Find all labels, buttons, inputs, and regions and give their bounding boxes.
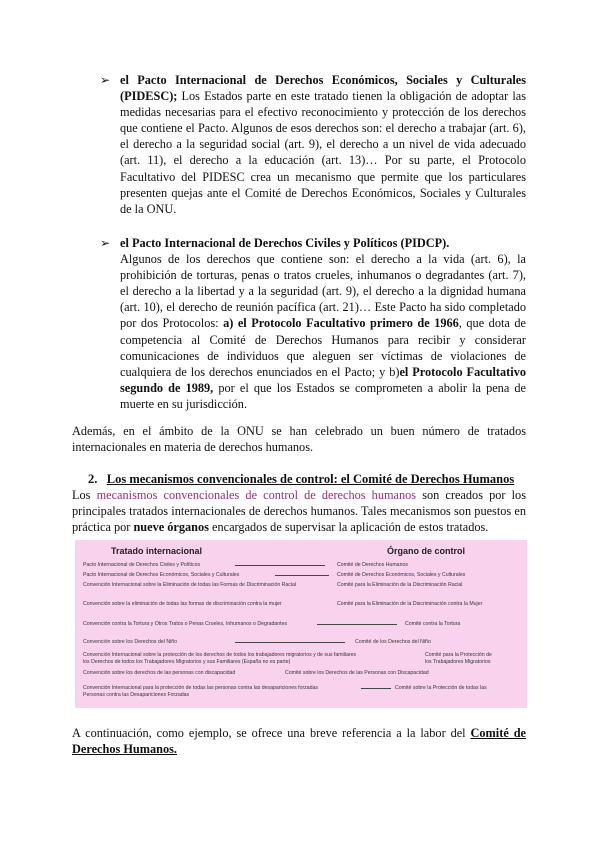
mec-mid: son creados por los principales tratados internacionales de derechos humanos. Tales mecanismos son puestos en práctica por	[72, 488, 526, 535]
mec-post: encargados de supervisar la aplicación de estos tratados.	[208, 520, 489, 535]
cont-pre: A continuación, como ejemplo, se ofrece una breve referencia a la labor del	[72, 726, 471, 740]
bullet-pidcp	[100, 235, 527, 412]
arrow-icon	[361, 688, 391, 689]
ademas-paragraph: Además, en el ámbito de la ONU se han celebrado un buen número de tratados internacionales en materia de derechos humanos.	[72, 424, 526, 455]
row-organ: Comité de Derechos Humanos	[337, 562, 408, 568]
header-tratado: Tratado internacional	[111, 546, 203, 556]
pidesc-text: Los Estados parte en este tratado tienen la obligación de adoptar las medidas necesarias para el efectivo reconocimiento y protección de los derechos que contiene el Pacto. Algunos de esos derechos son: el derecho a trabajar (art. 6), el derecho a la seguridad social (art. 9), el derecho a un nivel de vida adecuado (art. 11), el derecho a la educación (art. 13)… Por su parte, el Protocolo Facultativo del PIDESC crea un mecanismo que permite que los particulares presenten quejas ante el Comité de Derechos Económicos, Sociales y Culturales de la ONU.	[120, 89, 526, 216]
row-organ: Comité de Derechos Económicos, Sociales y Culturales	[337, 572, 466, 578]
row-treaty: Convención contra la Tortura y Otros Tratos o Penas Crueles, Inhumanos o Degradantes	[83, 621, 288, 627]
row-organ: Comité sobre la Protección de todas las	[395, 685, 487, 691]
row-organ: Comité sobre los Derechos de las Personas con Discapacidad	[285, 670, 429, 676]
row-organ: Comité para la Eliminación de la Discriminación Racial	[337, 582, 463, 588]
row-treaty: Convención Internacional sobre la Eliminación de todas las Formas de Discriminación Racial	[83, 582, 297, 588]
pidesc-paragraph	[120, 72, 526, 217]
pidcp-text-3: por el que los Estados se comprometen a abolir la pena de muerte en su jurisdicción.	[120, 380, 527, 411]
mecanismos-link[interactable]: mecanismos convencionales de control de derechos humanos	[96, 488, 417, 502]
pidcp-title: el Pacto Internacional de Derechos Civiles y Políticos (PIDCP).	[120, 236, 450, 250]
row-treaty: Pacto Internacional de Derechos Civiles y Políticos	[83, 562, 201, 568]
row-treaty: Pacto Internacional de Derechos Económicos, Sociales y Culturales	[83, 572, 240, 578]
row-organ: Comité para la Protección de	[425, 652, 492, 658]
arrowhead-bullet-icon: ➢	[100, 236, 111, 250]
comite-link[interactable]: Comité de Derechos Humanos.	[72, 726, 526, 757]
pidcp-text-1: Algunos de los derechos que contiene son: el derecho a la vida (art. 6), la prohibición de torturas, penas o tratos crueles, inhumanos o degradantes (art. 7), el derecho a la libertad y a la seguridad (art. 9), el derecho a la dignidad humana (art. 10), el derecho de reunión pacífica (art. 21)… Este Pacto ha sido completado por dos Protocolos:	[120, 252, 526, 331]
pidcp-paragraph	[120, 251, 526, 412]
row-treaty: los Derechos de todos los Trabajadores Migratorios y sus Familiares (España no es parte)	[83, 659, 291, 665]
pidcp-text-2: , que dota de competencia al Comité de Derechos Humanos para recibir y considerar comunicaciones de individuos que aleguen ser víctimas de violaciones de cualquiera de los derechos enunciados en el Pacto; y b)	[120, 316, 526, 379]
nueve-organos: nueve órganos	[133, 520, 209, 535]
arrow-icon	[317, 624, 397, 625]
bullet-pidesc	[100, 72, 526, 217]
row-treaty: Personas contra las Desapariciones Forzadas	[83, 692, 190, 698]
arrowhead-bullet-icon: ➢	[100, 73, 111, 87]
section-number: 2.	[88, 472, 98, 486]
treaty-table	[75, 540, 527, 708]
row-treaty: Convención sobre los Derechos del Niño	[83, 639, 178, 645]
row-treaty: Convención Internacional sobre la protección de los derechos de todos los trabajadores migratorios y de sus familiares	[83, 652, 357, 658]
row-treaty: Convención Internacional para la protección de todas las personas contra las desapariciones forzadas	[83, 685, 319, 691]
row-treaty: Convención sobre la eliminación de todas las formas de discriminación contra la mujer	[83, 601, 282, 607]
continuacion-paragraph	[72, 725, 526, 757]
row-organ: Comité de los Derechos del Niño	[355, 639, 431, 645]
section-title: Los mecanismos convencionales de control: el Comité de Derechos Humanos	[106, 472, 515, 486]
arrow-icon	[235, 642, 345, 643]
protocolo-primero: a) el Protocolo Facultativo primero de 1966	[223, 316, 459, 331]
row-organ: Comité para la Eliminación de la Discriminación contra la Mujer	[337, 601, 483, 607]
pidcp-title-line	[120, 235, 526, 251]
header-organo: Órgano de control	[387, 546, 466, 556]
mec-pre: Los	[72, 488, 97, 502]
row-organ: Comité contra la Tortura	[405, 621, 461, 627]
protocolo-segundo: el Protocolo Facultativo segundo de 1989,	[120, 364, 526, 395]
mecanismos-paragraph	[72, 487, 526, 535]
arrow-icon	[275, 575, 329, 576]
section-heading	[88, 471, 514, 487]
arrow-icon	[235, 565, 325, 566]
pidesc-title: el Pacto Internacional de Derechos Económicos, Sociales y Culturales (PIDESC);	[120, 73, 526, 104]
row-treaty: Convención sobre los derechos de las personas con discapacidad	[83, 670, 236, 676]
row-organ: los Trabajadores Migratorios	[425, 659, 491, 665]
